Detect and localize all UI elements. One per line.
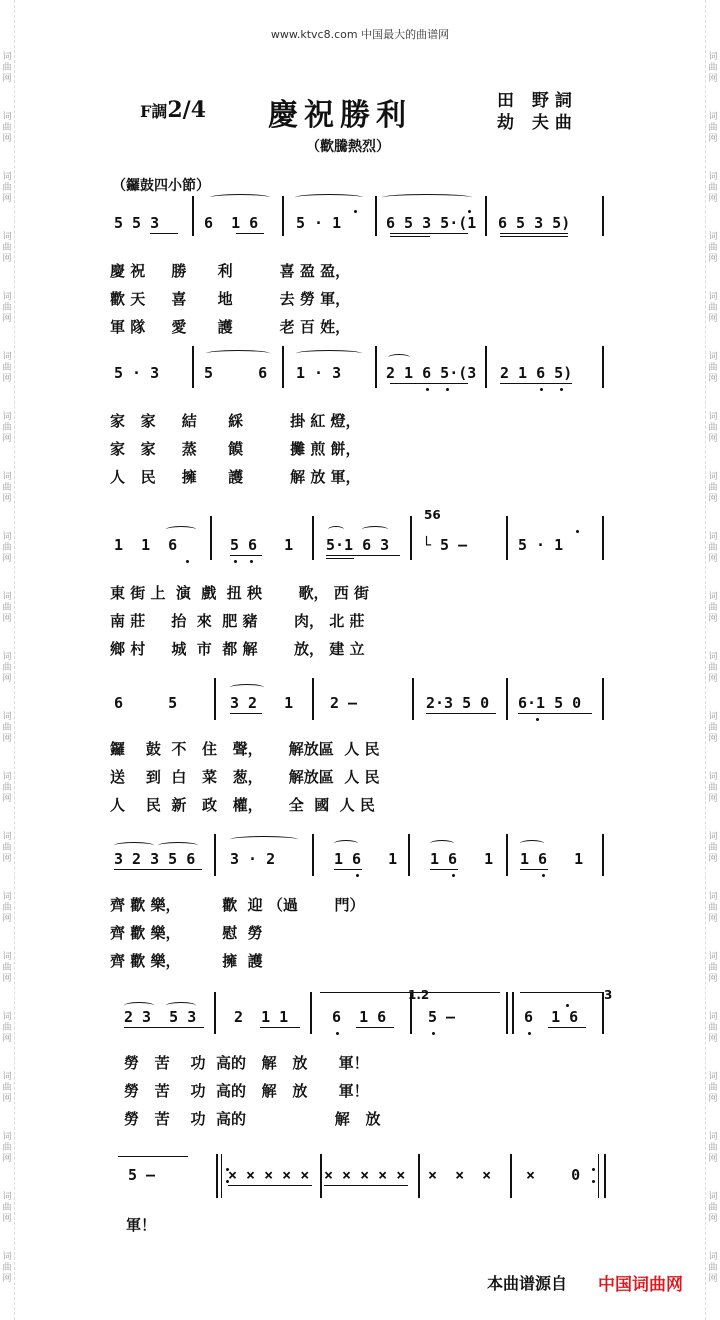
side-watermark-text: 词曲网	[2, 892, 12, 924]
melody-measure: 5 —	[128, 1166, 156, 1184]
lyricist-credit: 田 野詞	[497, 91, 578, 111]
lyric-line: 勞 苦 功 高的 解 放 軍！	[124, 1082, 369, 1100]
fermata-mark: 56	[424, 508, 441, 522]
side-watermark-text: 词曲网	[708, 1072, 718, 1104]
intro-marking: （鑼鼓四小節）	[112, 178, 210, 194]
percussion-measure: × × × × ×	[228, 1166, 310, 1184]
side-watermark-text: 词曲网	[2, 772, 12, 804]
side-watermark-text: 词曲网	[2, 352, 12, 384]
melody-measure: 3 · 2	[230, 850, 276, 868]
melody-measure: 6 5 3 5)	[498, 214, 571, 232]
site-watermark: www.ktvc8.com 中国最大的曲谱网	[270, 28, 450, 41]
side-watermark-text: 词曲网	[708, 412, 718, 444]
score-system-5	[110, 828, 610, 968]
side-watermark-text: 词曲网	[708, 112, 718, 144]
side-watermark-text: 词曲网	[708, 352, 718, 384]
side-watermark-text: 词曲网	[2, 1012, 12, 1044]
percussion-measure: × 0	[526, 1166, 581, 1184]
source-brand-link[interactable]: 中国词曲网	[598, 1275, 683, 1295]
key-signature	[140, 97, 206, 123]
side-watermark-text: 词曲网	[708, 952, 718, 984]
side-watermark-text: 词曲网	[708, 1252, 718, 1284]
side-watermark-text: 词曲网	[2, 172, 12, 204]
volta-ending-1-2: 1.2	[408, 988, 430, 1002]
lyric-line: 勞 苦 功 高的 解 放	[124, 1110, 381, 1128]
lyric-line: 軍！	[126, 1216, 157, 1234]
side-watermark-text: 词曲网	[708, 832, 718, 864]
melody-measure: 2 1 6 5)	[500, 364, 573, 382]
melody-measure: 5 5 3	[114, 214, 160, 232]
source-label: 本曲谱源自	[487, 1274, 568, 1293]
side-watermark-text: 词曲网	[2, 472, 12, 504]
melody-measure: 1 1 6	[114, 536, 178, 554]
side-watermark-text: 词曲网	[708, 292, 718, 324]
left-watermark-rail	[0, 0, 15, 1320]
melody-measure: └ 5 —	[422, 536, 468, 554]
melody-measure: 2 1 1	[234, 1008, 289, 1026]
melody-measure: 5 6 1	[230, 536, 294, 554]
melody-measure: 1 6 1	[430, 850, 494, 868]
side-watermark-text: 词曲网	[708, 592, 718, 624]
side-watermark-text: 词曲网	[2, 652, 12, 684]
melody-measure: 6 1 6	[204, 214, 259, 232]
side-watermark-text: 词曲网	[2, 712, 12, 744]
melody-measure: 5 · 1	[296, 214, 342, 232]
lyric-line: 慶 祝 勝 利 喜 盈 盈，	[110, 262, 351, 280]
melody-measure: 2 3 5 3	[124, 1008, 197, 1026]
score-system-1	[110, 190, 610, 336]
side-watermark-text: 词曲网	[708, 892, 718, 924]
melody-measure: 2 —	[330, 694, 358, 712]
lyric-line: 人 民 擁 護 解 放 軍，	[110, 468, 361, 486]
time-signature: 2/4	[167, 97, 207, 123]
side-watermark-text: 词曲网	[708, 1132, 718, 1164]
melody-measure: 1 6 1	[520, 850, 584, 868]
side-watermark-text: 词曲网	[708, 1012, 718, 1044]
side-watermark-text: 词曲网	[2, 52, 12, 84]
percussion-measure: × × × × ×	[324, 1166, 406, 1184]
melody-measure: 6 5 3 5·(1	[386, 214, 477, 232]
melody-measure: 6·1 5 0	[518, 694, 582, 712]
lyric-line: 送 到 白 菜 葱， 解放區 人 民	[110, 768, 380, 786]
side-watermark-text: 词曲网	[708, 472, 718, 504]
melody-measure: 6 5	[114, 694, 178, 712]
melody-measure: 5 6	[204, 364, 268, 382]
side-watermark-text: 词曲网	[2, 1252, 12, 1284]
side-watermark-text: 词曲网	[2, 1192, 12, 1224]
side-watermark-text: 词曲网	[2, 1132, 12, 1164]
melody-measure: 5 —	[428, 1008, 456, 1026]
melody-measure: 5 · 1	[518, 536, 564, 554]
melody-measure: 1 6 1	[334, 850, 398, 868]
side-watermark-text: 词曲网	[708, 712, 718, 744]
score-system-7	[110, 1148, 610, 1238]
side-watermark-text: 词曲网	[2, 832, 12, 864]
volta-ending-3: 3	[604, 988, 613, 1002]
lyric-line: 家 家 蒸 饃 攤 煎 餅，	[110, 440, 361, 458]
melody-measure: 3 2 1	[230, 694, 294, 712]
lyric-line: 鄉 村 城 市 都 解 放， 建 立	[110, 640, 365, 658]
song-title: 慶祝勝利	[268, 98, 412, 133]
melody-measure: 5 · 3	[114, 364, 160, 382]
lyric-line: 南 莊 抬 來 肥 豬 肉， 北 莊	[110, 612, 365, 630]
melody-measure: 2 1 6 5·(3	[386, 364, 477, 382]
side-watermark-text: 词曲网	[708, 52, 718, 84]
score-system-2	[110, 340, 610, 490]
lyric-line: 齊 歡 樂， 歡 迎 （過 門）	[110, 896, 365, 914]
lyric-line: 齊 歡 樂， 慰 勞	[110, 924, 263, 942]
composer-credit: 劫 夫曲	[497, 113, 578, 133]
side-watermark-text: 词曲网	[2, 412, 12, 444]
melody-measure: 3 2 3 5 6	[114, 850, 196, 868]
side-watermark-text: 词曲网	[2, 292, 12, 324]
tempo-marking: （歡騰熱烈）	[306, 139, 390, 155]
melody-measure: 6 1 6	[524, 1008, 579, 1026]
side-watermark-text: 词曲网	[2, 532, 12, 564]
side-watermark-text: 词曲网	[2, 112, 12, 144]
score-system-4	[110, 672, 610, 812]
melody-measure: 1 · 3	[296, 364, 342, 382]
lyric-line: 歡 天 喜 地 去 勞 軍，	[110, 290, 351, 308]
lyric-line: 家 家 結 綵 掛 紅 燈，	[110, 412, 361, 430]
lyric-line: 勞 苦 功 高的 解 放 軍！	[124, 1054, 369, 1072]
melody-measure: 6 1 6	[332, 1008, 387, 1026]
lyric-line: 人 民 新 政 權， 全 國 人 民	[110, 796, 375, 814]
side-watermark-text: 词曲网	[708, 532, 718, 564]
key-label: F調	[140, 102, 168, 121]
melody-measure: 5·1 6 3	[326, 536, 390, 554]
side-watermark-text: 词曲网	[2, 1072, 12, 1104]
side-watermark-text: 词曲网	[708, 1192, 718, 1224]
lyric-line: 齊 歡 樂， 擁 護	[110, 952, 263, 970]
score-system-6	[110, 986, 613, 1132]
side-watermark-text: 词曲网	[2, 952, 12, 984]
side-watermark-text: 词曲网	[708, 172, 718, 204]
lyric-line: 軍 隊 愛 護 老 百 姓，	[110, 318, 351, 336]
side-watermark-text: 词曲网	[708, 772, 718, 804]
lyric-line: 鑼 鼓 不 住 聲， 解放區 人 民	[110, 740, 380, 758]
score-system-3	[110, 510, 610, 660]
side-watermark-text: 词曲网	[708, 232, 718, 264]
side-watermark-text: 词曲网	[2, 592, 12, 624]
side-watermark-text: 词曲网	[2, 232, 12, 264]
right-watermark-rail	[705, 0, 720, 1320]
melody-measure: 2·3 5 0	[426, 694, 490, 712]
side-watermark-text: 词曲网	[708, 652, 718, 684]
percussion-measure: × × ×	[428, 1166, 492, 1184]
lyric-line: 東 街 上 演 戲 扭 秧 歌， 西 街	[110, 584, 370, 602]
